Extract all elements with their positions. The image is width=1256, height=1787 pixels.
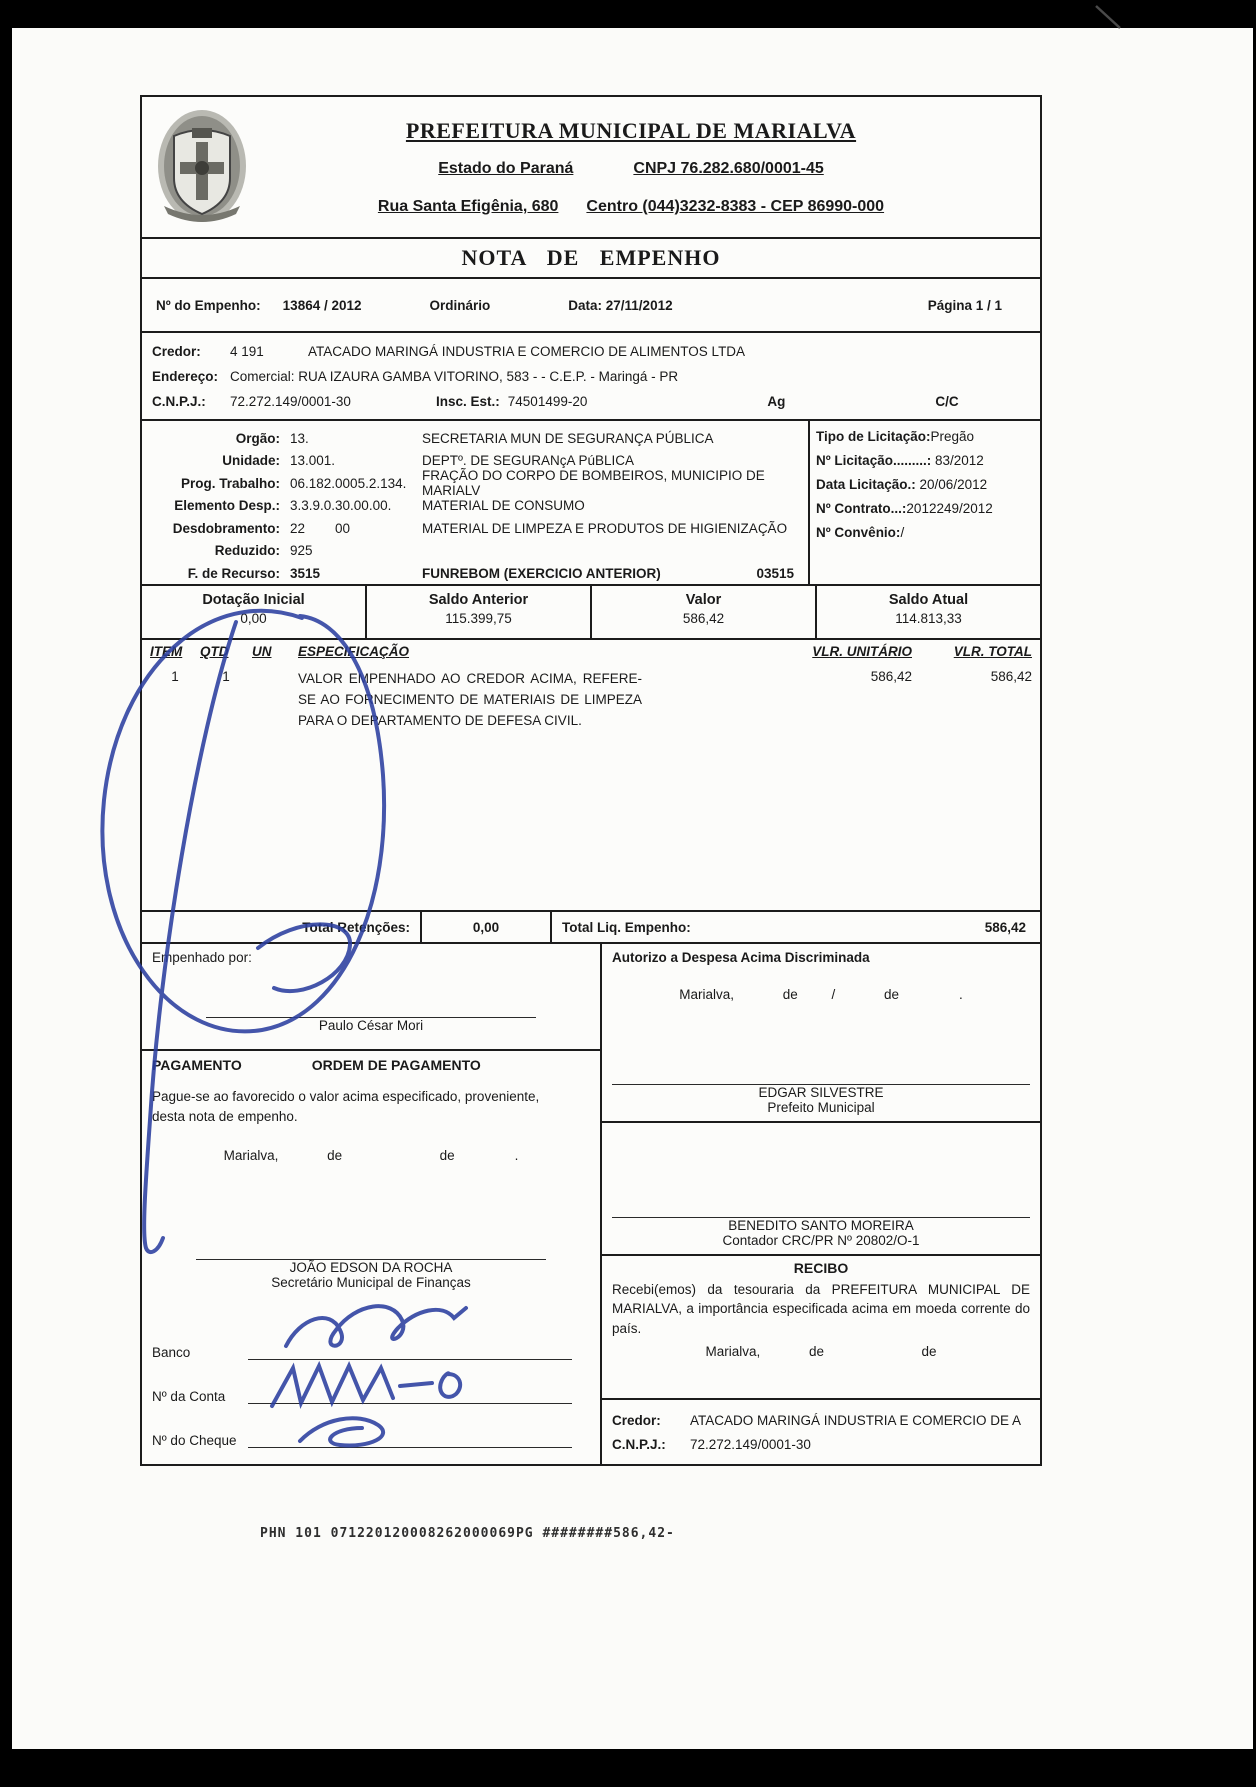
cheque-write-line <box>248 1447 572 1448</box>
retentions-value: 0,00 <box>420 912 550 942</box>
retentions-label: Total Retenções: <box>302 919 410 935</box>
saldo-atual-cell: Saldo Atual 114.813,33 <box>815 586 1040 638</box>
state-registration-label: Insc. Est.: <box>436 394 500 409</box>
creditor-label: Credor: <box>152 344 201 359</box>
item-row: 1 1 VALOR EMPENHADO AO CREDOR ACIMA, REFERE-SE AO FORNECIMENTO DE MATERIAIS DE LIMPEZA PARA O DEPARTAMENTO DE DEFESA CIVIL. 586,42 586,42 <box>142 661 1040 732</box>
receipt-dateline: Marialva, de de <box>705 1344 937 1360</box>
empenho-date: Data: 27/11/2012 <box>568 297 673 313</box>
fonte-recurso-extra: 03515 <box>756 565 794 581</box>
document-title: NOTA DE EMPENHO <box>142 237 1040 277</box>
account-write-line <box>248 1403 572 1404</box>
creditor-section <box>142 331 1040 419</box>
bidding-info-panel <box>808 421 1040 584</box>
finance-secretary-role: Secretário Municipal de Finanças <box>271 1275 471 1290</box>
header-text-block <box>262 118 1040 216</box>
authorization-title: Autorizo a Despesa Acima Discriminada <box>612 950 870 965</box>
finance-secretary-signature <box>152 1259 590 1290</box>
contract-number: Nº Contrato...:2012249/2012 <box>816 501 993 516</box>
municipality-title: PREFEITURA MUNICIPAL DE MARIALVA <box>405 118 857 143</box>
elemento-desp-row: Elemento Desp.: 3.3.9.0.30.00.00. MATERIAL DE CONSUMO <box>174 498 585 514</box>
scanned-page <box>12 28 1253 1749</box>
saldo-anterior-cell: Saldo Anterior 115.399,75 <box>365 586 590 638</box>
receipt-text: Recebi(emos) da tesouraria da PREFEITURA MUNICIPAL DE MARIALVA, a importância especificada acima em moeda corrente do país. <box>612 1281 1030 1336</box>
bank-fields <box>152 1316 590 1448</box>
creditor-address: Comercial: RUA IZAURA GAMBA VITORINO, 583 - - C.E.P. - Maringá - PR <box>230 369 679 384</box>
item-description: VALOR EMPENHADO AO CREDOR ACIMA, REFERE-SE AO FORNECIMENTO DE MATERIAIS DE LIMPEZA PARA O DEPARTAMENTO DE DEFESA CIVIL. <box>298 671 642 728</box>
net-total-label: Total Liq. Empenho: <box>550 912 758 942</box>
creditor-address-label: Endereço: <box>152 369 219 384</box>
bank-write-line <box>248 1359 572 1360</box>
item-unit-value: 586,42 <box>870 669 912 684</box>
empenho-kind: Ordinário <box>429 297 491 313</box>
unidade-row: Unidade: 13.001. DEPTº. DE SEGURANçA PúBLICA <box>222 453 634 469</box>
desdobramento-row: Desdobramento: 22 00 MATERIAL DE LIMPEZA E PRODUTOS DE HIGIENIZAÇÃO <box>172 520 788 536</box>
bidding-type: Tipo de Licitação:Pregão <box>816 429 975 444</box>
payment-order-title: ORDEM DE PAGAMENTO <box>311 1057 481 1073</box>
receipt-creditor-name: ATACADO MARINGÁ INDUSTRIA E COMERCIO DE A <box>690 1412 1022 1428</box>
totals-row <box>142 910 1040 942</box>
creditor-name: ATACADO MARINGÁ INDUSTRIA E COMERCIO DE ALIMENTOS LTDA <box>308 344 746 359</box>
document-header <box>142 97 1040 237</box>
budget-classification-rows <box>142 421 808 584</box>
account-field <box>152 1360 590 1404</box>
fonte-recurso-row: F. de Recurso: 3515 FUNREBOM (EXERCICIO ANTERIOR) 03515 <box>142 562 804 585</box>
page-indicator: Página 1 / 1 <box>927 297 1002 313</box>
committed-by-box <box>142 944 600 1049</box>
agency-label: Ag <box>767 394 786 409</box>
signatures-area <box>142 942 1040 1464</box>
balances-table <box>142 584 1040 638</box>
receipt-cnpj-value: 72.272.149/0001-30 <box>690 1436 811 1452</box>
authorization-dateline: Marialva, de / de . <box>679 987 963 1002</box>
left-signature-column <box>142 944 602 1464</box>
bank-label: Banco <box>152 1345 191 1360</box>
empenho-number-label: Nº do Empenho: <box>156 297 261 313</box>
contact-line: Centro (044)3232-8383 - CEP 86990-000 <box>586 198 885 215</box>
net-total-value: 586,42 <box>984 919 1026 935</box>
items-table-header: ITEM QTD UN ESPECIFICAÇÃO VLR. UNITÁRIO VLR. TOTAL <box>150 644 1032 659</box>
receipt-creditor-box <box>602 1398 1040 1464</box>
payment-title: PAGAMENTO <box>152 1057 242 1073</box>
receipt-cnpj-label: C.N.P.J.: <box>612 1436 666 1452</box>
items-table <box>142 638 1040 910</box>
receipt-title: RECIBO <box>793 1259 849 1276</box>
creditor-code: 4 191 <box>230 344 264 359</box>
right-signature-column <box>602 944 1040 1464</box>
payment-dateline: Marialva, de de . <box>223 1148 519 1164</box>
coat-of-arms-logo <box>142 106 262 228</box>
mayor-name: EDGAR SILVESTRE <box>758 1084 884 1100</box>
nota-de-empenho-document <box>140 95 1042 1466</box>
account-label: C/C <box>935 394 959 409</box>
state-label: Estado do Paraná <box>438 160 574 177</box>
cheque-field <box>152 1404 590 1448</box>
finance-secretary-name: JOÃO EDSON DA ROCHA <box>289 1260 453 1275</box>
empenho-number-value: 13864 / 2012 <box>282 297 362 313</box>
dot-matrix-footer-code: PHN 101 071220120008262000069PG ########586,42- <box>260 1526 675 1541</box>
account-number-label: Nº da Conta <box>152 1389 226 1404</box>
bank-field <box>152 1316 590 1360</box>
state-registration-value: 74501499-20 <box>507 394 588 409</box>
bidding-number: Nº Licitação.........: 83/2012 <box>816 453 984 468</box>
address-line: Rua Santa Efigênia, 680 <box>377 198 559 215</box>
valor-cell: Valor 586,42 <box>590 586 815 638</box>
receipt-creditor-label: Credor: <box>612 1412 661 1428</box>
committed-by-label: Empenhado por: <box>152 950 252 965</box>
item-total-value: 586,42 <box>990 669 1032 684</box>
payment-order-box <box>142 1049 600 1464</box>
cnpj-header: CNPJ 76.282.680/0001-45 <box>633 160 824 177</box>
mayor-role: Prefeito Municipal <box>767 1099 875 1115</box>
payment-order-text: Pague-se ao favorecido o valor acima especificado, proveniente, desta nota de empenho. <box>152 1089 540 1124</box>
authorization-box <box>602 944 1040 1121</box>
bidding-date: Data Licitação.: 20/06/2012 <box>816 477 988 492</box>
receipt-box <box>602 1254 1040 1398</box>
orgao-row: Orgão: 13. SECRETARIA MUN DE SEGURANÇA PÚBLICA <box>235 430 714 446</box>
accountant-signature-box <box>602 1121 1040 1254</box>
empenho-number-row <box>142 277 1040 331</box>
reduzido-row: Reduzido: 925 <box>214 543 313 559</box>
budget-classification-section <box>142 419 1040 584</box>
prog-trabalho-row: Prog. Trabalho: 06.182.0005.2.134. FRAÇÃO DO CORPO DE BOMBEIROS, MUNICIPIO DE MARIALV <box>180 468 765 499</box>
mayor-signature <box>612 1084 1030 1115</box>
agreement-number: Nº Convênio:/ <box>816 525 905 540</box>
accountant-name: BENEDITO SANTO MOREIRA <box>728 1217 914 1233</box>
accountant-role: Contador CRC/PR Nº 20802/O-1 <box>722 1232 920 1248</box>
corner-pen-mark <box>1096 6 1120 28</box>
creditor-cnpj-label: C.N.P.J.: <box>152 394 206 409</box>
creditor-cnpj: 72.272.149/0001-30 <box>230 394 351 409</box>
committed-by-name: Paulo César Mori <box>318 1018 424 1033</box>
dotacao-inicial-cell: Dotação Inicial 0,00 <box>202 592 305 626</box>
cheque-number-label: Nº do Cheque <box>152 1433 237 1448</box>
